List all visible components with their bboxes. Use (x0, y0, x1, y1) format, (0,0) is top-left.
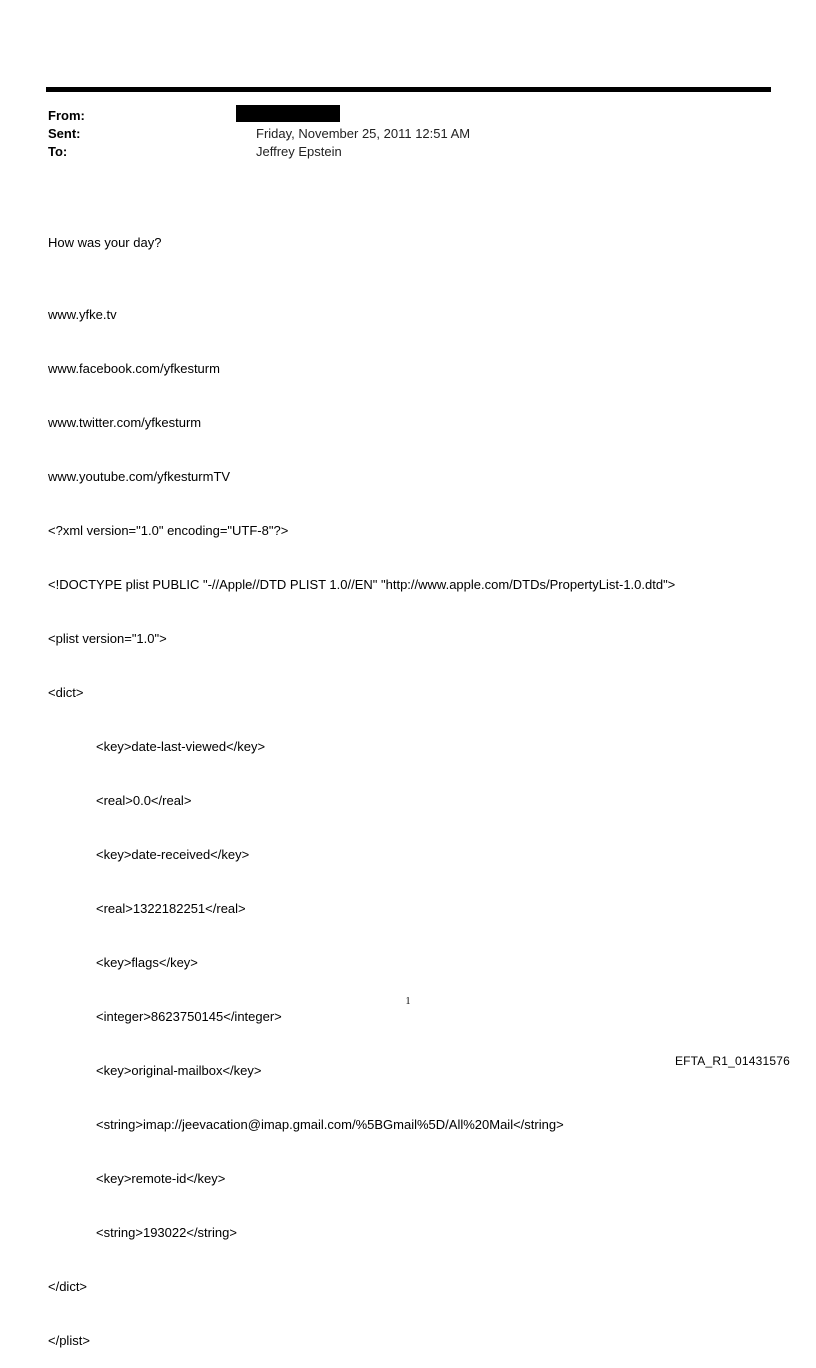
from-label: From: (48, 108, 85, 123)
to-row (48, 143, 768, 161)
sent-value: Friday, November 25, 2011 12:51 AM (256, 126, 471, 141)
body-line-key: <key>remote-id</key> (96, 1171, 226, 1186)
sent-row (48, 125, 768, 143)
from-row (48, 107, 768, 125)
body-line-plist-close: </plist> (48, 1333, 90, 1348)
body-line-website: www.yfke.tv (48, 307, 117, 322)
body-line-key: <key>original-mailbox</key> (96, 1063, 262, 1078)
body-line-value: <real>0.0</real> (96, 793, 192, 808)
page-number: 1 (405, 996, 411, 1007)
body-line-twitter: www.twitter.com/yfkesturm (48, 415, 202, 430)
body-line-value: <string>imap://jeevacation@imap.gmail.com/%5BGmail%5D/All%20Mail</string> (96, 1117, 564, 1132)
to-value: Jeffrey Epstein (256, 144, 342, 159)
body-line-dict-close: </dict> (48, 1279, 88, 1294)
body-line-value: <string>193022</string> (96, 1225, 237, 1240)
header-rule (46, 87, 771, 92)
sent-label: Sent: (48, 126, 81, 141)
body-line-key: <key>date-received</key> (96, 847, 250, 862)
body-line-value: <integer>8623750145</integer> (96, 1009, 282, 1024)
to-label: To: (48, 144, 68, 159)
greeting-text: How was your day? (48, 235, 162, 250)
body-line-doctype: <!DOCTYPE plist PUBLIC "-//Apple//DTD PLIST 1.0//EN" "http://www.apple.com/DTDs/PropertyList-1.0.dtd"> (48, 577, 676, 592)
body-line-xml-decl: <?xml version="1.0" encoding="UTF-8"?> (48, 523, 289, 538)
body-line-plist-open: <plist version="1.0"> (48, 631, 167, 646)
document-id: EFTA_R1_01431576 (674, 1054, 790, 1068)
body-line-value: <real>1322182251</real> (96, 901, 246, 916)
body-line-dict-open: <dict> (48, 685, 84, 700)
email-body (48, 198, 788, 1368)
body-line-youtube: www.youtube.com/yfkesturmTV (48, 469, 231, 484)
body-line-facebook: www.facebook.com/yfkesturm (48, 361, 220, 376)
body-line-key: <key>flags</key> (96, 955, 198, 970)
body-line-key: <key>date-last-viewed</key> (96, 739, 266, 754)
email-header (48, 107, 768, 161)
redaction-box (236, 105, 340, 122)
